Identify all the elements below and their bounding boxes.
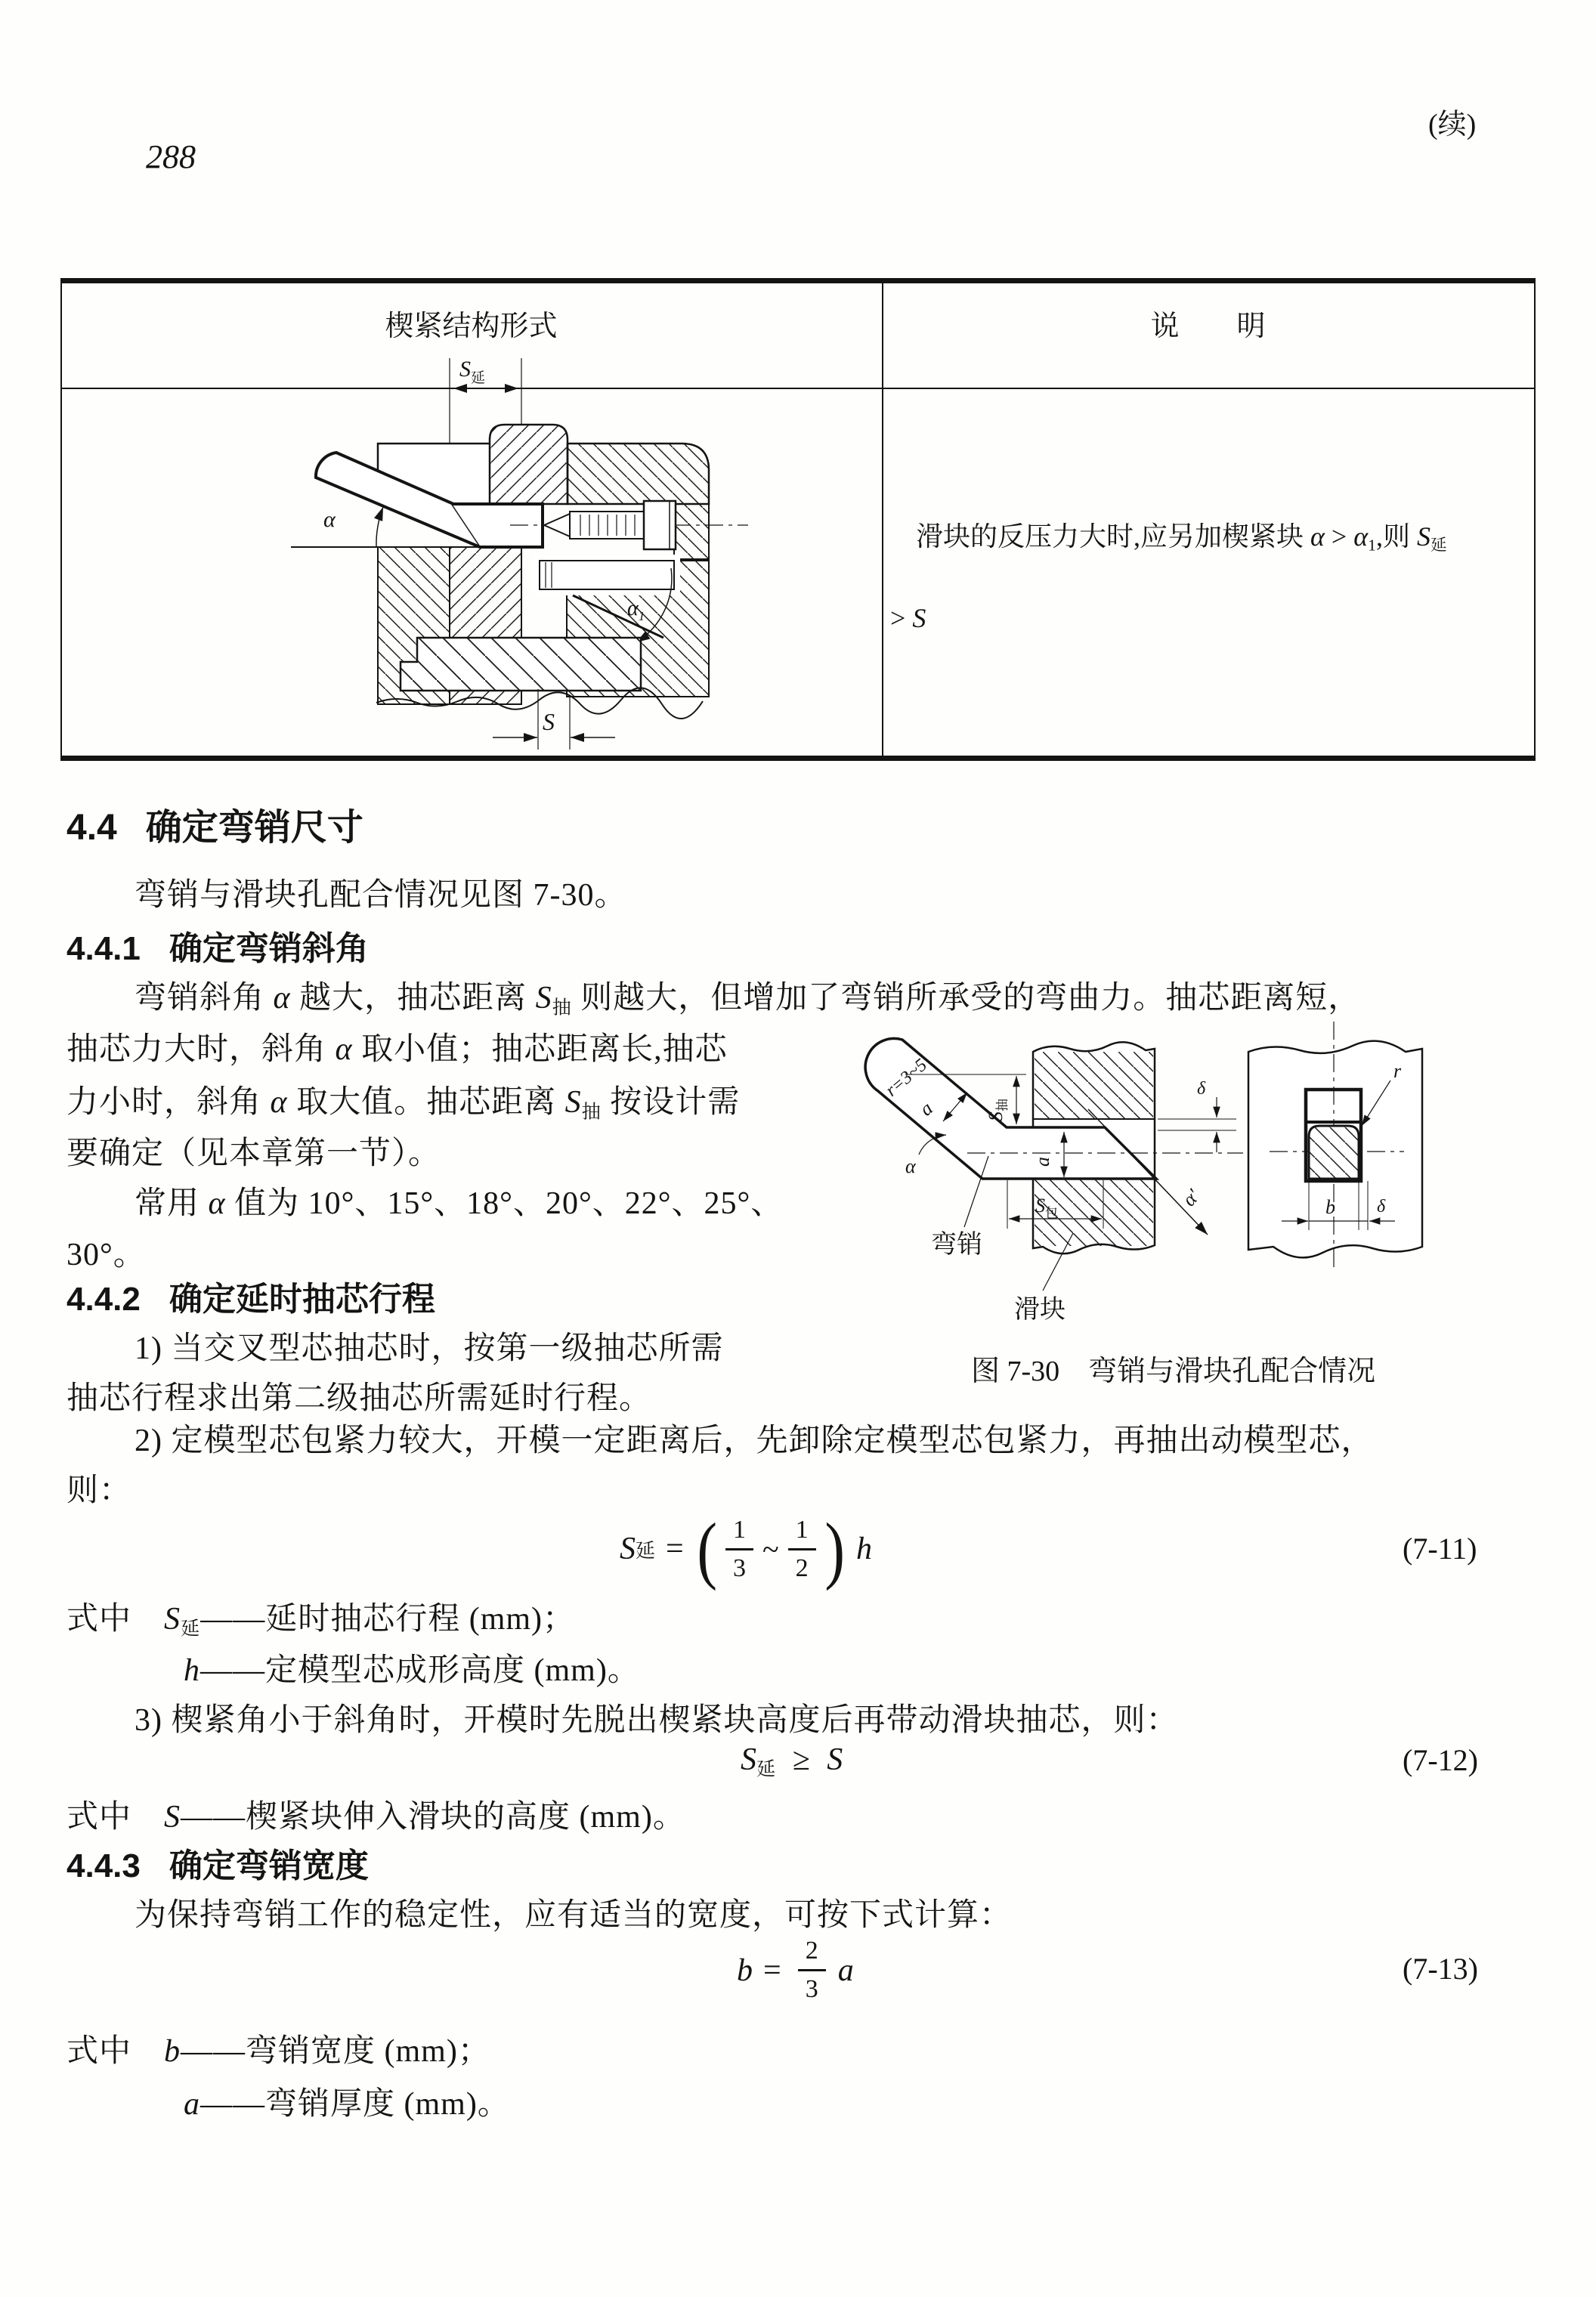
table-header-structure: 楔紧结构形式 [385, 311, 558, 342]
close-paren: ) [824, 1507, 845, 1591]
intro-paragraph: 弯销与滑块孔配合情况见图 7-30。 [135, 878, 627, 913]
where-clause-3: 式中 b——弯销宽度 (mm)； [66, 2034, 490, 2069]
fixed-block [568, 444, 709, 504]
delta-label-right: δ [1377, 1197, 1386, 1217]
para-441-line2: 抽芯力大时，斜角 α 取小值；抽芯距离长,抽芯 [66, 1032, 728, 1067]
table-left-border [60, 278, 62, 761]
equation-7-11-number: (7-11) [1403, 1532, 1477, 1566]
slider-heel [540, 561, 674, 589]
table-continued-mark: (续) [1428, 109, 1477, 141]
table-top-border [60, 278, 1536, 283]
para-442-then: 则： [66, 1473, 132, 1508]
para-441-line3: 力小时，斜角 α 取大值。抽芯距离 $S_抽$ 按设计需 [66, 1085, 741, 1123]
pin-label: 弯销 [931, 1231, 982, 1259]
fraction-two-thirds: $\frac{2}{3}$ [798, 1937, 826, 2002]
where-clause-3b: a——弯销厚度 (mm)。 [184, 2087, 510, 2122]
pin-cross-section [1309, 1126, 1359, 1179]
wedge-structure-drawing [219, 342, 756, 765]
table-note-line2: > S [890, 603, 926, 633]
eq711-rhs: h [855, 1532, 872, 1566]
equation-7-12: $S_延 \ge S$ [741, 1742, 843, 1780]
para-442-item3: 3) 楔紧角小于斜角时，开模时先脱出楔紧块高度后再带动滑块抽芯，则： [135, 1703, 1179, 1738]
table-note-line1: 滑块的反压力大时,应另加楔紧块 $\alpha > \alpha_1$,则 $S_延$ [916, 521, 1447, 555]
where-clause-1: 式中 $S_延——$延时抽芯行程 (mm)； [66, 1602, 576, 1640]
alpha1-angle-label: $\alpha_1$ [627, 597, 645, 623]
alpha-prime-label: α′ [1177, 1185, 1205, 1211]
equation-7-11: S 延 = ( $\frac{1}{3}$ ~ $\frac{1}{2}$ ) h [620, 1507, 872, 1591]
s-yan-symbol: S [1416, 521, 1431, 552]
note-text: 滑块的反压力大时,应另加楔紧块 [916, 521, 1311, 552]
fraction-one-third: $\frac{1}{3}$ [725, 1516, 753, 1581]
section-4-4-2-heading: 4.4.2 确定延时抽芯行程 [66, 1281, 435, 1318]
fraction-one-half: $\frac{1}{2}$ [788, 1516, 816, 1581]
screw-shank [570, 512, 644, 539]
pin-thickness-label: a [915, 1097, 937, 1121]
where-clause-2: 式中 S——楔紧块伸入滑块的高度 (mm)。 [66, 1800, 685, 1835]
para-442-item2: 2) 定模型芯包紧力较大，开模一定距离后，先卸除定模型芯包紧力，再抽出动模型芯， [135, 1424, 1374, 1458]
para-443-line1: 为保持弯销工作的稳定性，应有适当的宽度，可按下式计算： [135, 1898, 1013, 1933]
equation-7-13: b = $\frac{2}{3}$ a [737, 1937, 854, 2003]
para-441-line4: 要确定（见本章第一节）。 [66, 1136, 441, 1171]
slider-label: 滑块 [1014, 1296, 1066, 1324]
wedge-block [490, 425, 568, 504]
figure-7-30-drawing [861, 1006, 1564, 1354]
dim-s-bao-label: $S_包$ [1035, 1195, 1058, 1220]
alpha-label-figure: α [905, 1155, 916, 1177]
table-column-divider [882, 278, 883, 761]
alpha-angle-label: α [323, 507, 336, 532]
corner-radius-label: r [1393, 1060, 1402, 1082]
eq711-lhs: S [620, 1532, 636, 1566]
section-4-4-1-heading: 4.4.1 确定弯销斜角 [66, 930, 369, 967]
page-number: 288 [146, 138, 196, 175]
para-441-line1: 弯销斜角 α 越大，抽芯距离 $S_抽$ 则越大，但增加了弯销所承受的弯曲力。抽芯距离短， [135, 981, 1361, 1019]
equation-7-13-number: (7-13) [1403, 1952, 1478, 1986]
para-441-line6: 30°。 [66, 1238, 146, 1272]
para-442-item1-line1: 1) 当交叉型芯抽芯时，按第一级抽芯所需 [135, 1331, 724, 1366]
delta-label-left: δ [1197, 1079, 1206, 1099]
alpha1-symbol: α [1353, 521, 1369, 552]
pin-width-label: b [1325, 1196, 1335, 1218]
section-4-4-3-heading: 4.4.3 确定弯销宽度 [66, 1847, 369, 1884]
fixed-block-side [674, 504, 709, 561]
para-441-line5: 常用 α 值为 10°、15°、18°、20°、22°、25°、 [135, 1186, 784, 1221]
open-paren: ( [697, 1507, 717, 1591]
core-insert [401, 638, 641, 691]
section-4-4-heading: 4.4 确定弯销尺寸 [66, 808, 363, 848]
dim-s-yan-label: $S_延$ [459, 357, 486, 386]
equation-7-12-number: (7-12) [1403, 1743, 1478, 1777]
dim-s-chou-label: $S_抽$ [985, 1099, 1010, 1121]
where-clause-1b: h——定模型芯成形高度 (mm)。 [184, 1653, 640, 1688]
screw-head [644, 501, 676, 549]
dim-s-label: S [543, 708, 555, 735]
pin-end-radius-label: r=3~5 [882, 1055, 931, 1101]
table-right-border [1534, 278, 1536, 761]
table-header-description: 说 明 [1150, 311, 1266, 342]
hole-height-label: a [1032, 1157, 1053, 1167]
screw-tip [544, 514, 570, 536]
figure-7-30-caption: 图 7-30 弯销与滑块孔配合情况 [971, 1356, 1376, 1387]
alpha-symbol: α [1310, 521, 1325, 552]
para-442-item1-line2: 抽芯行程求出第二级抽芯所需延时行程。 [66, 1381, 652, 1416]
